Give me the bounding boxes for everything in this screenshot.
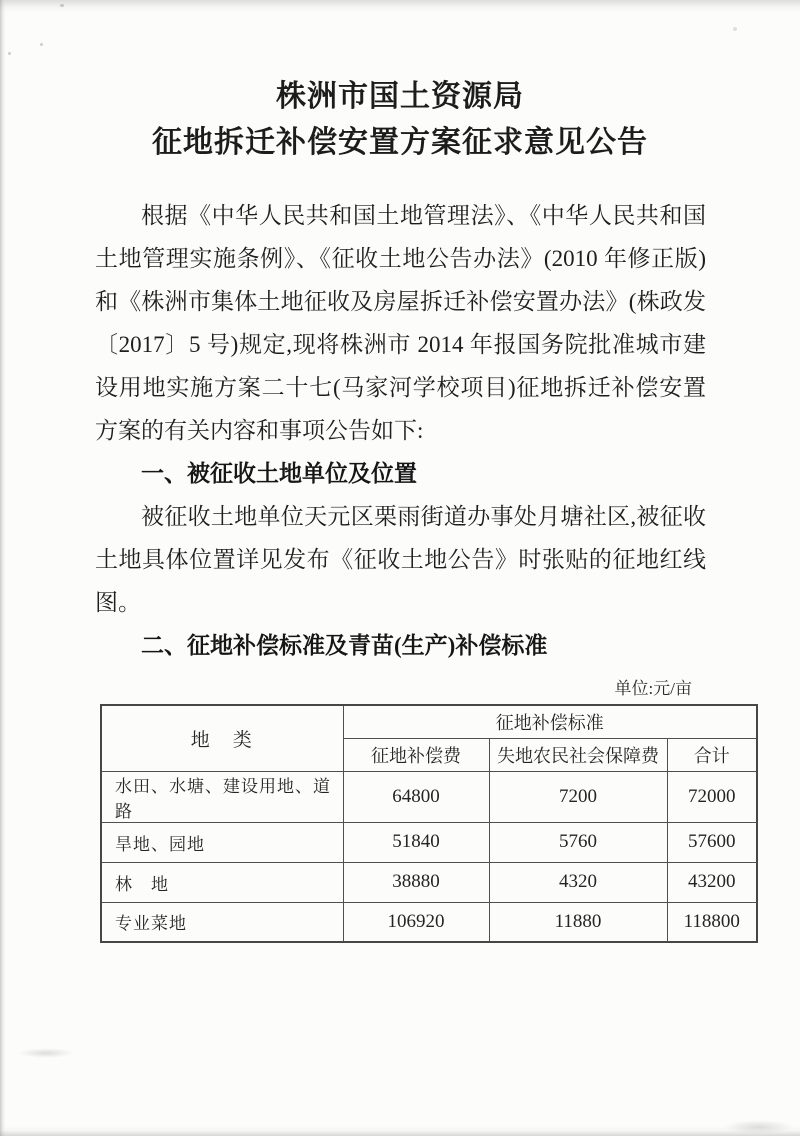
scan-smudge	[724, 1120, 794, 1134]
scan-edge-left	[0, 0, 6, 1136]
intro-paragraph: 根据《中华人民共和国土地管理法》、《中华人民共和国土地管理实施条例》、《征收土地公告办法》(2010 年修正版)和《株洲市集体土地征收及房屋拆迁补偿安置办法》(株政发〔2017〕5 号)规定,现将株洲市 2014 年报国务院批准城市建设用地实施方案二十七(马家河学校项目)征地拆迁补偿安置方案的有关内容和事项公告如下:	[95, 203, 706, 443]
document-body	[95, 194, 706, 667]
cell-total: 118800	[667, 902, 757, 942]
cell-land-type: 专业菜地	[101, 902, 343, 942]
table-row	[101, 822, 757, 862]
scan-edge-top	[0, 0, 800, 14]
compensation-table	[100, 704, 758, 943]
section2-heading: 二、征地补偿标准及青苗(生产)补偿标准	[141, 633, 548, 658]
cell-total: 43200	[667, 862, 757, 902]
cell-compensation: 51840	[343, 822, 489, 862]
compensation-table-block	[100, 674, 756, 943]
cell-social-security: 7200	[489, 771, 667, 822]
header-total: 合计	[667, 738, 757, 771]
cell-compensation: 38880	[343, 862, 489, 902]
scan-edge-bottom	[0, 1126, 800, 1136]
cell-social-security: 11880	[489, 902, 667, 942]
header-compensation: 征地补偿费	[343, 738, 489, 771]
cell-land-type: 旱地、园地	[101, 822, 343, 862]
cell-land-type: 水田、水塘、建设用地、道路	[101, 771, 343, 822]
section1-paragraph: 被征收土地单位天元区栗雨街道办事处月塘社区,被征收土地具体位置详见发布《征收土地公告》时张贴的征地红线图。	[95, 504, 706, 615]
cell-total: 57600	[667, 822, 757, 862]
scan-smudge	[18, 1048, 74, 1058]
section1-heading: 一、被征收土地单位及位置	[141, 461, 417, 486]
document-title	[0, 0, 800, 166]
cell-compensation: 106920	[343, 902, 489, 942]
cell-social-security: 4320	[489, 862, 667, 902]
cell-land-type: 林 地	[101, 862, 343, 902]
header-social-security: 失地农民社会保障费	[489, 738, 667, 771]
table-row	[101, 902, 757, 942]
unit-label: 单位:元/亩	[614, 679, 692, 698]
scan-speck	[733, 27, 737, 31]
scan-speck	[40, 43, 43, 46]
header-group: 征地补偿标准	[343, 705, 757, 738]
title-line-2: 征地拆迁补偿安置方案征求意见公告	[152, 126, 648, 159]
scan-speck	[8, 52, 11, 55]
header-land-class: 地 类	[101, 705, 343, 771]
title-line-1: 株洲市国土资源局	[276, 80, 524, 113]
table-row	[101, 862, 757, 902]
cell-compensation: 64800	[343, 771, 489, 822]
cell-social-security: 5760	[489, 822, 667, 862]
cell-total: 72000	[667, 771, 757, 822]
table-row	[101, 771, 757, 822]
scan-speck	[60, 4, 64, 7]
